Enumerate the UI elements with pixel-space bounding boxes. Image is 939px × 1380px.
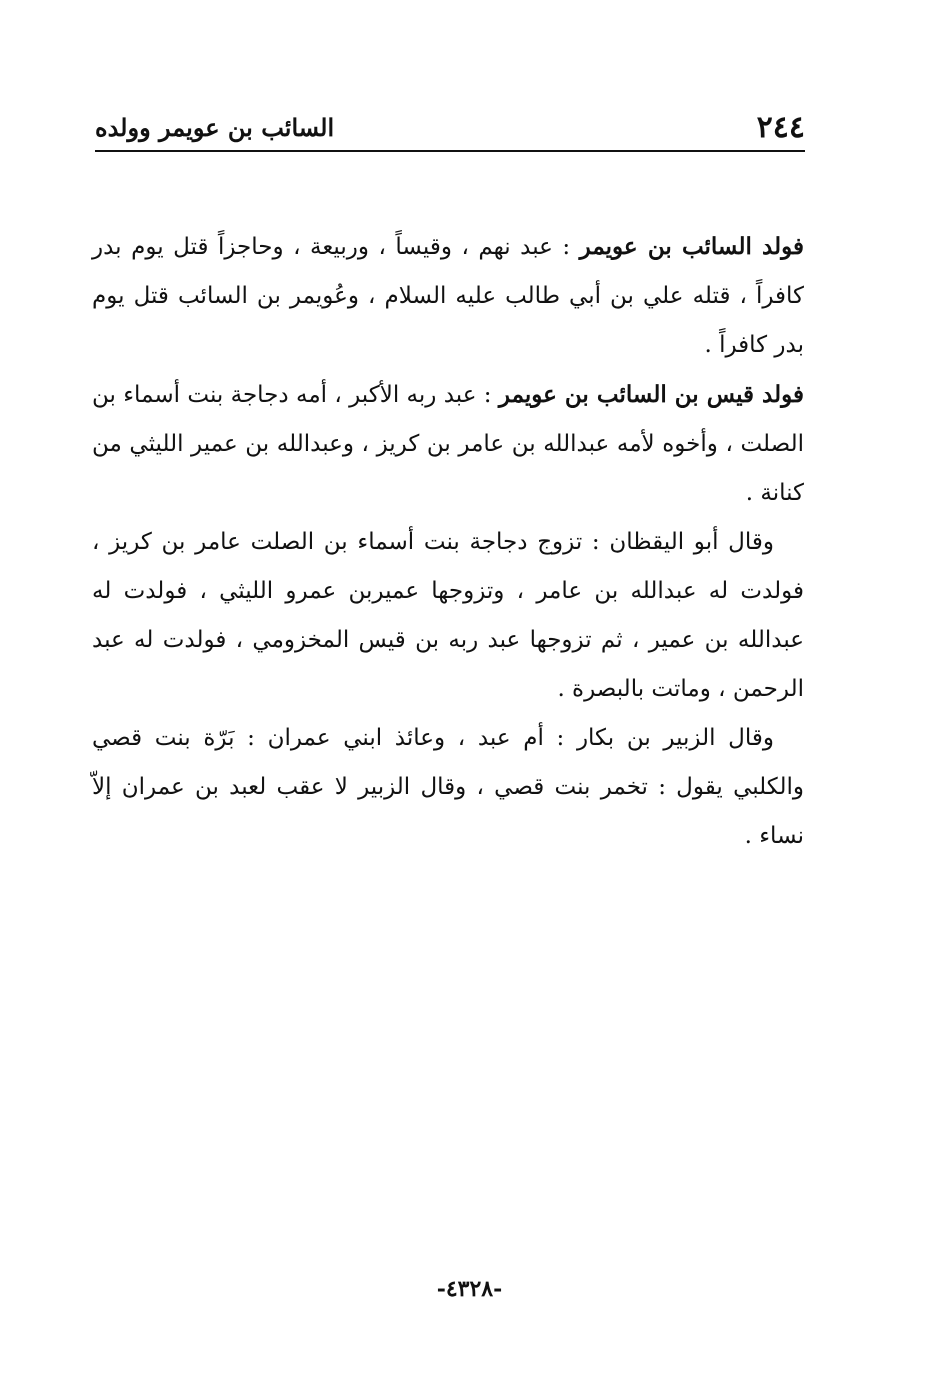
body-text — [92, 222, 804, 861]
running-header — [95, 108, 805, 148]
paragraph-2-lead: فولد قيس بن السائب بن عويمر — [498, 381, 804, 408]
paragraph-3-text: وقال أبو اليقظان : تزوج دجاجة بنت أسماء بن الصلت عامر بن كريز ، فولدت له عبدالله بن عامر ، وتزوجها عميربن عمرو الليثي ، فولدت له عبدالله بن عمير ، ثم تزوجها عبد ربه بن قيس المخزومي ، فولدت له عبد الرحمن ، وماتت بالبصرة . — [92, 529, 804, 702]
header-title: السائب بن عويمر وولده — [95, 113, 335, 142]
paragraph-4 — [92, 714, 804, 861]
paragraph-3 — [92, 518, 804, 714]
paragraph-1 — [92, 222, 804, 370]
paragraph-4-text: وقال الزبير بن بكار : أم عبد ، وعائذ ابني عمران : بَرّة بنت قصي والكلبي يقول : تخمر بنت قصي ، وقال الزبير لا عقب لعبد بن عمران إلاّ نساء . — [92, 725, 804, 849]
paragraph-2-text: : عبد ربه الأكبر ، أمه دجاجة بنت أسماء بن الصلت ، وأخوه لأمه عبدالله بن عامر بن كريز ، وعبدالله بن عمير الليثي من كنانة . — [92, 382, 804, 506]
paragraph-2 — [92, 370, 804, 518]
header-page-number: ٢٤٤ — [756, 110, 805, 145]
header-rule — [95, 150, 805, 152]
page-folio: -٤٣٢٨- — [436, 1276, 503, 1302]
paragraph-1-lead: فولد السائب بن عويمر — [579, 233, 805, 260]
paragraph-1-text: : عبد نهم ، وقيساً ، وربيعة ، وحاجزاً قتل يوم بدر كافراً ، قتله علي بن أبي طالب عليه السلام ، وعُويمر بن السائب قتل يوم بدر كافراً . — [92, 234, 804, 358]
